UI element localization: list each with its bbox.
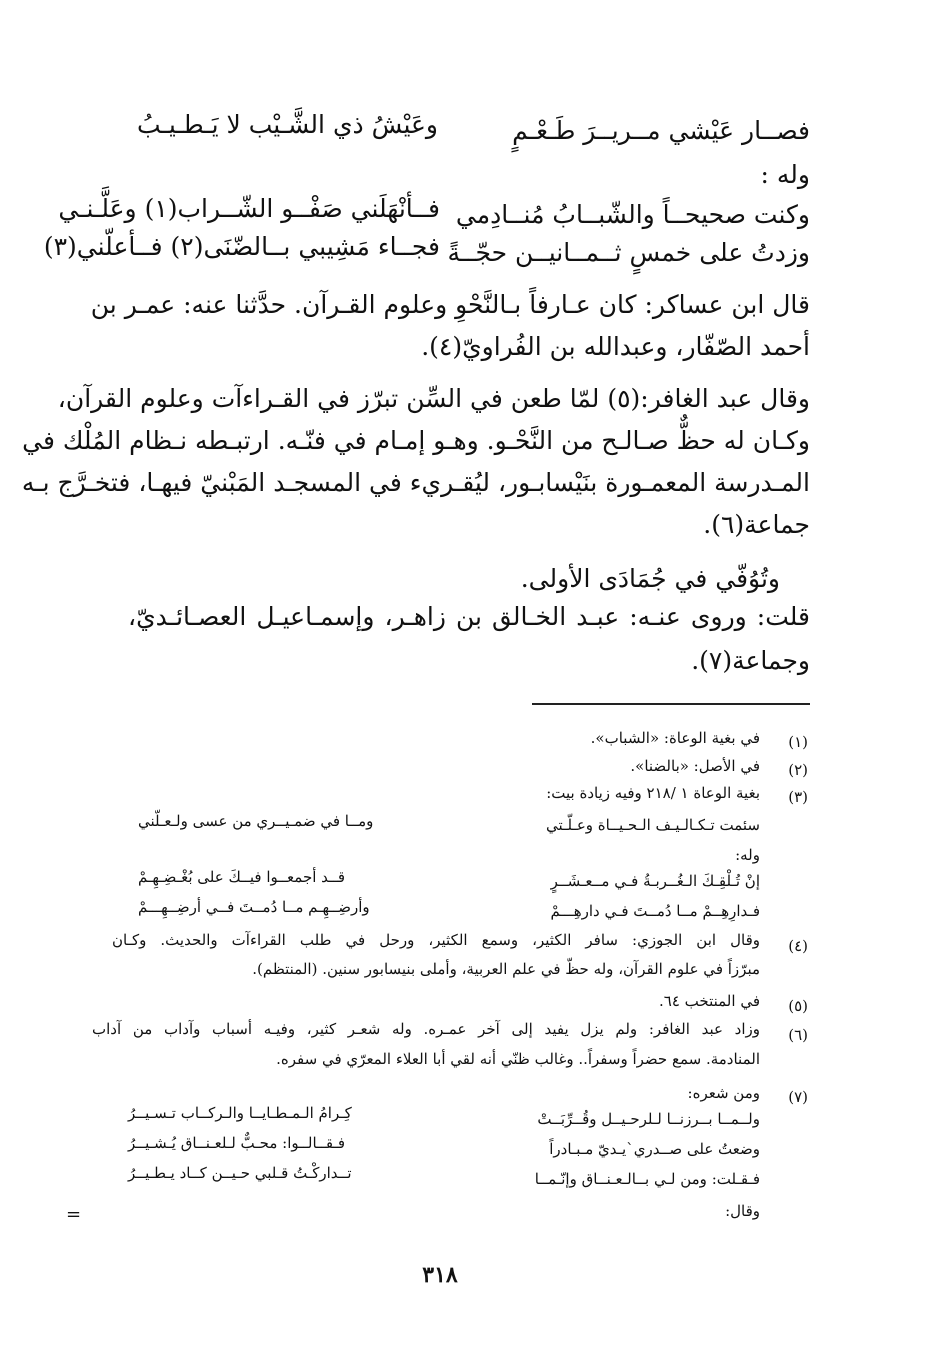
- verse-2b-second-hemistich: فجــاء مَشِيبي بــالضّنَى(٢) فــأعلّني(٣): [43, 232, 440, 261]
- footnote-3-wa-lahu: وله:: [735, 846, 760, 864]
- footnote-2-text: في الأصل: «بالضنا».: [630, 757, 760, 775]
- page-number: ٣١٨: [422, 1262, 458, 1288]
- verse-1-second-hemistich: وعَيْشُ ذي الشَّـيْب لا يَـطـيـبُ: [137, 110, 438, 139]
- footnote-3-number: (٣): [788, 788, 808, 806]
- continuation-mark: =: [66, 1204, 82, 1225]
- verse-2b-first-hemistich: وزدتُ على خمسٍ ثــمــانيــن حجّــةً: [447, 238, 810, 267]
- footnote-3-verse-3-second: وأرضِــهِـم مــا دُمــتَ فــي أرضِــهِـــمْ: [138, 898, 370, 916]
- verse-1-first-hemistich: فصــار عَيْشي مــريــرَ طَـعْـمٍ: [512, 116, 810, 145]
- paragraph-3: وتُوُفّي في جُمَادَى الأولى.: [520, 564, 780, 593]
- footnote-7-verse-1-second: كِـرامُ الـمـطـايــا والـركــاب تـسـيــرُ: [128, 1104, 352, 1122]
- footnote-7-verse-3-first: فـقـلت: ومن لـي بــالـعـنــاق وإنّـمــا: [534, 1170, 760, 1188]
- footnote-7-text: ومن شعره:: [687, 1084, 760, 1102]
- footnote-3-verse-1-second: ومــا في ضمـيــري من عسى ولـعـلّني: [138, 812, 374, 830]
- paragraph-4-line-1: قلت: وروى عنـه: عبـد الخـالق بن زاهـر، وإسمـاعيـل العصـائـديّ،: [128, 602, 810, 631]
- footnote-3-text: بغية الوعاة ١ /٢١٨ وفيه زيادة بيت:: [546, 784, 760, 802]
- footnote-5-number: (٥): [788, 997, 808, 1015]
- verse-2a-first-hemistich: وكنت صحيحــاً والشّبــابُ مُنــادِمي: [455, 200, 810, 229]
- paragraph-1-line-1: قال ابن عساكر: كان عـارفاً بـالنَّحْوِ وعلوم القـرآن. حدَّثنا عنه: عمـر بن: [90, 290, 810, 319]
- wa-lahu-label: وله :: [760, 160, 810, 189]
- footnote-1-number: (١): [788, 733, 808, 751]
- paragraph-2-line-3: المـدرسة المعمـورة بنَيْسابـور، ليُقـريء في المسجـد المَبْنيّ فيهـا، فتخـرَّج بـه: [21, 468, 810, 497]
- footnote-6-line-2: المنادمة. سمع حضراً وسفراً.. وغالب ظنّي أنه لقي أبا العلاء المعرّي في سفره.: [276, 1050, 760, 1068]
- footnote-separator: [532, 703, 810, 705]
- footnote-4-number: (٤): [788, 937, 808, 955]
- footnote-4-line-2: مبرّزاً في علوم القرآن، وله حظّ في علم العربية، وأملى بنيسابور سنين. (المنتظم).: [252, 960, 760, 978]
- footnote-3-verse-2-second: قــد أجمعــوا فيــكَ على بُغْـضِـهِـمْ: [138, 868, 346, 886]
- footnote-7-verse-3-second: تــداركْـتُ قـلبي حـيــن كــاد يـطـيــرُ: [128, 1164, 352, 1182]
- footnote-7-verse-2-second: فـقــالــوا: محـبٌّ لـلعـنــاق يُـشـيــرُ: [128, 1134, 346, 1152]
- footnote-7-wa-qal: وقال:: [725, 1202, 760, 1220]
- paragraph-1-line-2: أحمد الصّفّار، وعبدالله بن الفُراويّ(٤).: [421, 332, 810, 361]
- footnote-5-text: في المنتخب ٦٤.: [659, 992, 760, 1010]
- paragraph-2-line-1: وقال عبد الغافر:(٥) لمّا طعن في السِّن تبرّز في القـراءآت وعلوم القرآن،: [57, 384, 810, 413]
- footnote-7-verse-2-first: وضعتُ على صــدري`يـديّ مـبـادراً: [549, 1140, 760, 1158]
- paragraph-4-line-2: وجماعة(٧).: [691, 646, 810, 675]
- footnote-3-verse-3-first: فـدارِهِــمْ مــا دُمــتَ فـي دارهِـــمْ: [550, 902, 760, 920]
- paragraph-2-line-2: وكـان له حظٌّ صـالـح من النَّحْـو. وهـو إمـام في فنّـه. ارتبـطه نـظام المُلْك في: [22, 426, 810, 455]
- footnote-7-number: (٧): [788, 1088, 808, 1106]
- footnote-4-line-1: وقال ابن الجوزي: سافر الكثير، وسمع الكثير، ورحل في طلب القراءآت والحديث. وكـان: [112, 931, 760, 949]
- footnote-6-number: (٦): [788, 1026, 808, 1044]
- footnote-3-verse-2-first: إنْ تُـلْقِـكَ الـغُــربـةُ فـي مــعـشَــرٍ: [550, 872, 760, 890]
- footnote-2-number: (٢): [788, 761, 808, 779]
- footnote-6-line-1: وزاد عبد الغافر: ولم يزل يفيد إلى آخر عمـره. وله شعـر كثير، وفيـه أسباب وآداب من آداب: [92, 1020, 760, 1038]
- verse-2a-second-hemistich: فــأنْهَلَني صَفْــو الشّــراب(١) وعَلَّـنـي: [58, 194, 440, 223]
- footnote-3-verse-1-first: سئمت تـكـالـيـف الـحـيــاة وعـلّـتي: [546, 816, 760, 834]
- paragraph-2-line-4: جماعة(٦).: [703, 510, 810, 539]
- footnote-1-text: في بغية الوعاة: «الشباب».: [590, 729, 760, 747]
- footnote-7-verse-1-first: ولــمــا بــرزنــا لـلرحـيــل وقُــرِّبَــتْ: [537, 1110, 760, 1128]
